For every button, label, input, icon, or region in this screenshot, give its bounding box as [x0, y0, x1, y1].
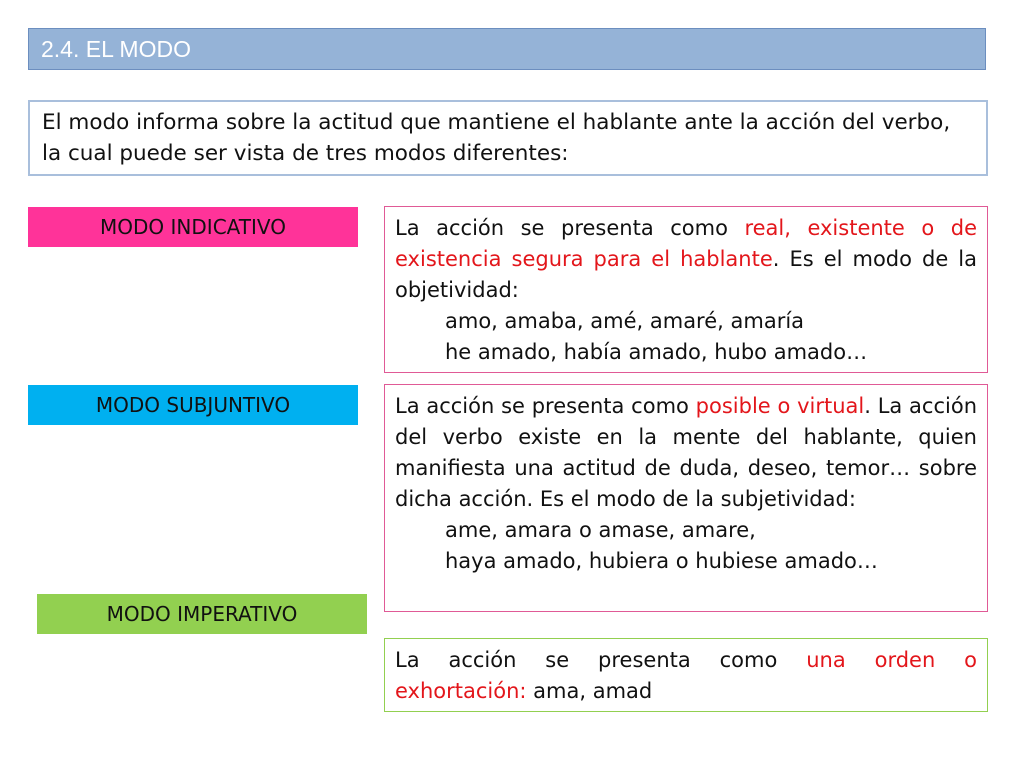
indicativo-description [384, 206, 988, 373]
imperativo-highlight-1: una orden o [806, 648, 978, 672]
subjuntivo-example-2: haya amado, hubiera o hubiese amado… [445, 549, 878, 573]
label-modo-imperativo: MODO IMPERATIVO [37, 594, 367, 634]
indicativo-highlight: real, existente o de existencia segura para el hablante [395, 216, 977, 271]
subjuntivo-text-b: . La acción del verbo existe en la mente del hablante, quien manifiesta una actitud de duda, deseo, temor… sobre dicha acción. Es el modo de la subjetividad: [395, 394, 977, 511]
indicativo-example-2: he amado, había amado, hubo amado… [445, 340, 868, 364]
imperativo-text-a: La acción se presenta como [395, 648, 807, 672]
subjuntivo-text-a: La acción se presenta como [395, 394, 696, 418]
intro-box: El modo informa sobre la actitud que mantiene el hablante ante la acción del verbo, la cual puede ser vista de tres modos diferentes: [28, 100, 988, 176]
indicativo-text-a: La acción se presenta como [395, 216, 745, 240]
imperativo-description [384, 638, 988, 712]
imperativo-line-2 [395, 679, 652, 703]
label-modo-subjuntivo: MODO SUBJUNTIVO [28, 385, 358, 425]
label-modo-indicativo: MODO INDICATIVO [28, 207, 358, 247]
subjuntivo-example-1: ame, amara o amase, amare, [445, 518, 756, 542]
subjuntivo-description [384, 384, 988, 612]
imperativo-highlight-2: exhortación: [395, 679, 527, 703]
imperativo-text-b: ama, amad [526, 679, 653, 703]
subjuntivo-highlight: posible o virtual [695, 394, 865, 418]
slide-title: 2.4. EL MODO [28, 28, 986, 70]
imperativo-line-1 [395, 645, 977, 676]
indicativo-text-b: . Es el modo de la objetividad: [395, 247, 977, 302]
indicativo-example-1: amo, amaba, amé, amaré, amaría [445, 309, 805, 333]
